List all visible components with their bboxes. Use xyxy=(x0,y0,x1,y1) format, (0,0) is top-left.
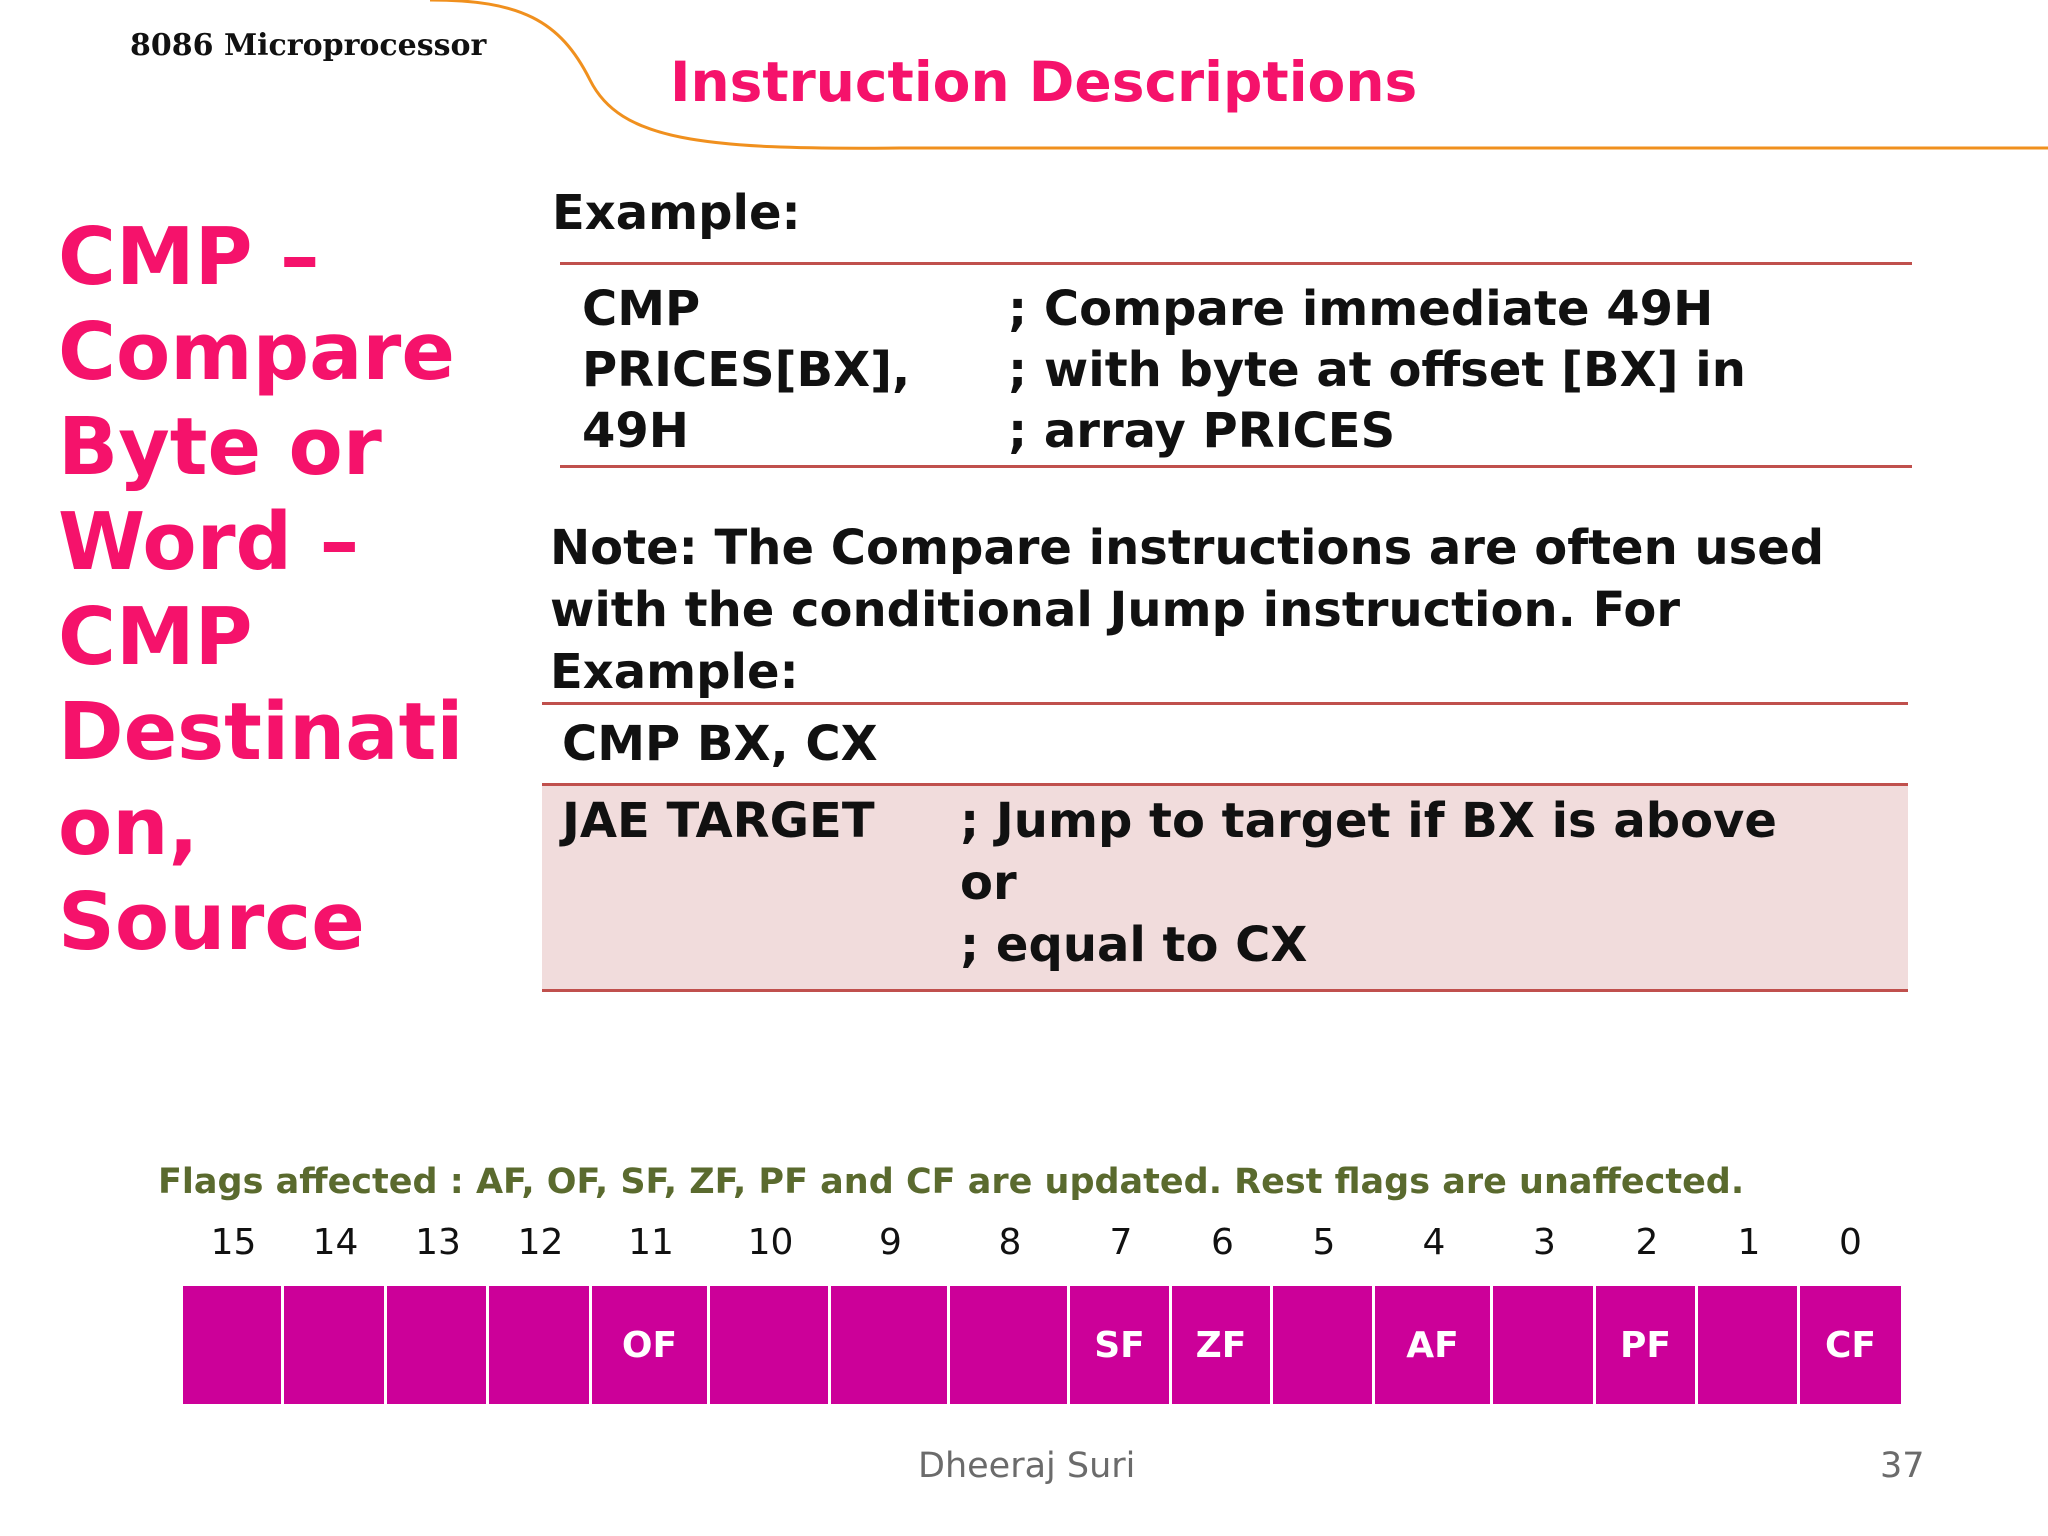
comment-line: ; equal to CX xyxy=(960,917,1308,973)
bit-number: 7 xyxy=(1109,1222,1133,1263)
code-cell: JAE TARGET xyxy=(562,793,875,849)
bit-number: 8 xyxy=(998,1222,1022,1263)
instruction-title-line: on, xyxy=(58,781,199,873)
code-line: PRICES[BX], xyxy=(582,342,911,398)
flag-bit-4: AF xyxy=(1375,1286,1493,1404)
bit-number: 9 xyxy=(879,1222,902,1263)
comment-line: ; array PRICES xyxy=(1008,403,1396,459)
example-comment xyxy=(1008,279,1746,462)
code-line: CMP xyxy=(582,281,701,337)
instruction-title-line: CMP xyxy=(58,591,253,683)
flag-bit-2: PF xyxy=(1596,1286,1698,1404)
jump-example-row-1 xyxy=(542,702,1908,786)
instruction-title-line: Byte or xyxy=(58,401,382,493)
flag-bit-12 xyxy=(489,1286,592,1404)
comment-line: ; Compare immediate 49H xyxy=(1008,281,1714,337)
course-label: 8086 Microprocessor xyxy=(130,28,487,63)
flag-bit-5 xyxy=(1273,1286,1375,1404)
bit-number: 4 xyxy=(1422,1222,1446,1263)
flag-bit-8 xyxy=(950,1286,1070,1404)
bit-number: 6 xyxy=(1211,1222,1234,1263)
comment-line: ; with byte at offset [BX] in xyxy=(1008,342,1746,398)
comment-line: or xyxy=(960,855,1017,911)
bit-number: 0 xyxy=(1839,1222,1862,1263)
example-table xyxy=(560,262,1912,468)
flag-bit-15 xyxy=(183,1286,284,1404)
page-number: 37 xyxy=(1880,1446,1925,1486)
code-line: 49H xyxy=(582,403,689,459)
example-code xyxy=(582,279,910,462)
instruction-title xyxy=(58,210,478,970)
jump-example-row-2 xyxy=(542,786,1908,992)
example-heading: Example: xyxy=(552,185,801,241)
bit-number: 3 xyxy=(1533,1222,1556,1263)
flag-bit-1 xyxy=(1698,1286,1800,1404)
bit-number: 12 xyxy=(517,1222,564,1263)
flags-affected-text: Flags affected : AF, OF, SF, ZF, PF and CF are updated. Rest flags are unaffected. xyxy=(158,1162,1745,1202)
instruction-title-line: Destinati xyxy=(58,686,464,778)
flag-bit-7: SF xyxy=(1070,1286,1172,1404)
flag-bit-3 xyxy=(1493,1286,1596,1404)
flag-bit-9 xyxy=(831,1286,950,1404)
bit-number: 11 xyxy=(628,1222,674,1263)
instruction-title-line: CMP – xyxy=(58,211,320,303)
bit-number: 5 xyxy=(1312,1222,1336,1263)
flag-bit-13 xyxy=(387,1286,489,1404)
note-text xyxy=(550,517,1930,703)
slide-title: Instruction Descriptions xyxy=(670,50,1418,114)
footer-author: Dheeraj Suri xyxy=(918,1446,1136,1486)
bit-number: 13 xyxy=(415,1222,461,1263)
bit-number: 15 xyxy=(210,1222,257,1263)
instruction-title-line: Word – xyxy=(58,496,360,588)
comment-line: ; Jump to target if BX is above xyxy=(960,793,1777,849)
flag-bit-0: CF xyxy=(1800,1286,1901,1404)
note-line: with the conditional Jump instruction. For xyxy=(550,582,1681,638)
flag-register xyxy=(183,1286,1905,1404)
flag-bit-14 xyxy=(284,1286,387,1404)
flag-bit-11: OF xyxy=(592,1286,710,1404)
bit-number: 10 xyxy=(747,1222,794,1263)
instruction-title-line: Compare xyxy=(58,306,455,398)
comment-cell xyxy=(960,790,1777,976)
bit-number: 14 xyxy=(312,1222,359,1263)
instruction-title-line: Source xyxy=(58,876,365,968)
code-cell: CMP BX, CX xyxy=(562,716,878,772)
note-line: Note: The Compare instructions are often used xyxy=(550,520,1825,576)
flag-bit-6: ZF xyxy=(1172,1286,1273,1404)
bit-number: 2 xyxy=(1635,1222,1659,1263)
flag-bit-10 xyxy=(710,1286,831,1404)
bit-number: 1 xyxy=(1737,1222,1761,1263)
note-line: Example: xyxy=(550,644,799,700)
